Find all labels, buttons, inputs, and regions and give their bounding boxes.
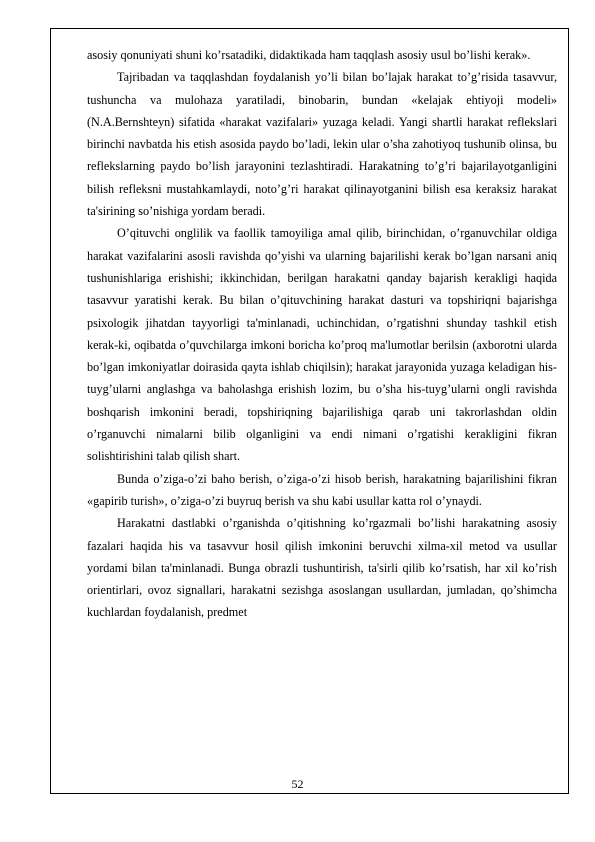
paragraph: Harakatni dastlabki o’rganishda o’qitishning ko’rgazmali bo’lishi harakatning asosiy fazalari haqida his va tasavvur hosil qilish imkonini beruvchi xilma-xil metod va usullar yordami bilan ta'minlanadi. Bunga obrazli tushuntirish, ta'sirli qilib ko’rsatish, har xil ko’rish orientirlari, ovoz signallari, harakatni sezishga asoslangan usullardan, jumladan, qo’shimcha kuchlardan foydalanish, predmet (87, 516, 557, 620)
page-number: 52 (291, 777, 304, 791)
paragraph: Tajribadan va taqqlashdan foydalanish yo’li bilan bo’lajak harakat to’g’risida tasavvur, tushuncha va mulohaza yaratiladi, binobarin, bundan «kelajak ehtiyoji modeli» (N.A.Bernshteyn) sifatida «harakat vazifalari» yuzaga keladi. Yangi shartli harakat reflekslari birinchi navbatda his etish asosida paydo bo’ladi, lekin ular o’sha zahotiyoq tushunib olinsa, bu reflekslarning paydo bo’lish jarayonini tezlashtiradi. Harakatning to’g’ri bajarilayotganligini bilish refleksni mustahkamlaydi, noto’g’ri harakat qilinayotganini bilish esa keraksiz harakat ta'sirining so’nishiga yordam beradi. (87, 70, 557, 219)
paragraph: O’qituvchi onglilik va faollik tamoyiliga amal qilib, birinchidan, o’rganuvchilar oldiga harakat vazifalarini asosli ravishda qo’yishi va ularning bajarilishi kerak bo’lgan narsani aniq tushunishlariga erishishi; ikkinchidan, berilgan harakatni qanday bajarish kerakligi haqida tasavvur yaratishi kerak. Bu bilan o’qituvchining harakat dasturi va topshiriqni bajarishga psixologik jihatdan tayyorligi ta'minlanadi, uchinchidan, o’rgatishni shunday tashkil etish kerak-ki, oqibatda o’quvchilarga imkoni boricha ko’proq ma'lumotlar berilsin (axborotni ularda bo’lgan imkoniyatlar doirasida qayta ishlab chiqilsin); harakat jarayonida yuzaga keladigan his-tuyg’ularni anglashga va baholashga erishish lozim, bu o’sha his-tuyg’ularni ongli ravishda boshqarish imkonini beradi, topshiriqning bajarilishiga qarab uni takrorlashdan oldin o’rganuvchi nimalarni bilib olganligini va endi nimani o’rgatishi kerakligini fikran solishtirishini talab qilish shart. (87, 226, 557, 464)
document-body (87, 44, 557, 624)
paragraph-continuation: asosiy qonuniyati shuni ko’rsatadiki, didaktikada ham taqqlash asosiy usul bo’lishi kerak». (87, 48, 531, 62)
paragraph: Bunda o’ziga-o’zi baho berish, o’ziga-o’zi hisob berish, harakatning bajarilishini fikran «gapirib turish», o’ziga-o’zi buyruq berish va shu kabi usullar katta rol o’ynaydi. (87, 471, 557, 508)
